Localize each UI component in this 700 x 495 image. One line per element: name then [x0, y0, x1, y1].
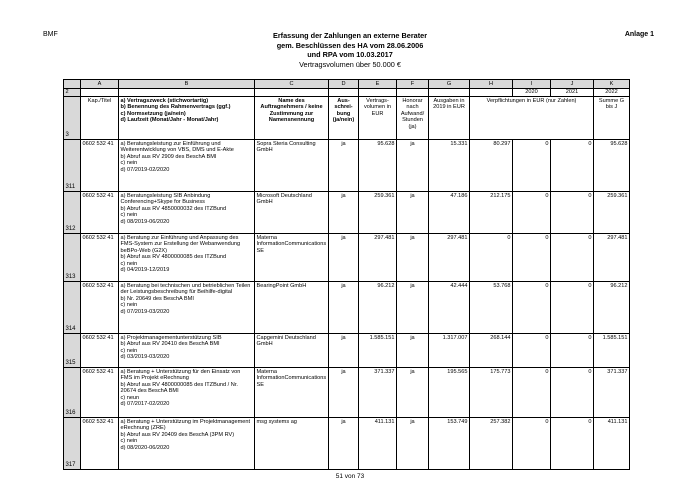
expenses-2019-cell: 47.186 [429, 192, 470, 234]
contractor-cell: Capgemini Deutschland GmbH [255, 334, 329, 368]
table-row [64, 368, 630, 418]
commitment-2022-cell: 0 [551, 334, 594, 368]
description-line: a) Beratung bei technischen und betrieblichen Teilen der Leistungsbeschreibung für Beihilfe-digital [120, 282, 251, 295]
tender-cell: ja [329, 368, 359, 418]
column-letter-row [64, 80, 630, 89]
header-fee: Honorar nach Aufwand/ Stunden (ja) [397, 97, 429, 140]
description-line: d) 07/2019-02/2020 [120, 166, 170, 173]
tender-cell: ja [329, 234, 359, 282]
column-letter: G [429, 80, 470, 89]
header-commitments: Verpflichtungen in EUR (nur Zahlen) [470, 97, 594, 140]
commitment-2021-cell: 0 [513, 368, 551, 418]
header-description [119, 97, 255, 140]
commitment-2022-cell: 0 [551, 140, 594, 192]
header-description-line: c) Normsetzung (ja/nein) [120, 110, 186, 117]
table-row [64, 334, 630, 368]
expenses-2019-cell: 42.444 [429, 282, 470, 334]
contractor-cell: BearingPoint GmbH [255, 282, 329, 334]
year-row [64, 88, 630, 97]
row-number: 313 [64, 234, 81, 282]
tender-cell: ja [329, 334, 359, 368]
tender-cell: ja [329, 418, 359, 470]
volume-cell: 411.131 [359, 418, 397, 470]
commitment-2021-cell: 0 [513, 234, 551, 282]
year-label: 2021 [551, 88, 594, 97]
fee-cell: ja [397, 418, 429, 470]
header-row [64, 97, 630, 140]
sum-cell: 95.628 [594, 140, 630, 192]
sum-cell: 297.481 [594, 234, 630, 282]
volume-cell: 259.361 [359, 192, 397, 234]
header-sum: Summe G bis J [594, 97, 630, 140]
kap-titel-cell: 0602 532 41 [81, 418, 119, 470]
empty-cell [359, 88, 397, 97]
commitment-2020-cell: 53.768 [470, 282, 513, 334]
contractor-cell: Microsoft Deutschland GmbH [255, 192, 329, 234]
header-description-line: d) Laufzeit (Monat/Jahr - Monat/Jahr) [120, 117, 219, 123]
empty-cell [429, 88, 470, 97]
row-number: 316 [64, 368, 81, 418]
description-line: c) nein [120, 347, 138, 354]
empty-cell [81, 88, 119, 97]
description-line: d) 07/2019-03/2020 [120, 308, 170, 315]
title-line: und RPA vom 10.03.2017 [307, 50, 393, 60]
description-cell [119, 140, 255, 192]
column-letter: E [359, 80, 397, 89]
contractor-cell: Materna InformationCommunications SE [255, 234, 329, 282]
description-line: d) 07/2017-02/2020 [120, 401, 170, 407]
expenses-2019-cell: 1.317.007 [429, 334, 470, 368]
description-line: b) Abruf aus RV 4800000085 des ITZBund [120, 254, 227, 260]
description-line: c) nein [120, 438, 138, 444]
description-cell [119, 234, 255, 282]
volume-cell: 297.481 [359, 234, 397, 282]
fee-cell: ja [397, 334, 429, 368]
commitment-2020-cell: 0 [470, 234, 513, 282]
tender-cell: ja [329, 140, 359, 192]
fee-cell: ja [397, 368, 429, 418]
commitment-2022-cell: 0 [551, 234, 594, 282]
page-number: 51 von 73 [335, 473, 365, 480]
row-number: 317 [64, 418, 81, 470]
column-letter: H [470, 80, 513, 89]
column-letter: A [81, 80, 119, 89]
payments-table [63, 79, 630, 470]
commitment-2022-cell: 0 [551, 368, 594, 418]
description-line: c) nein [120, 212, 138, 218]
row-number: 311 [64, 140, 81, 192]
column-letter: B [119, 80, 255, 89]
header-expenses-2019: Ausgaben in 2019 in EUR [429, 97, 470, 140]
description-cell [119, 334, 255, 368]
tender-cell: ja [329, 192, 359, 234]
empty-cell [119, 88, 255, 97]
table-row [64, 282, 630, 334]
commitment-2020-cell: 268.144 [470, 334, 513, 368]
column-letter: D [329, 80, 359, 89]
sum-cell: 1.585.151 [594, 334, 630, 368]
commitment-2021-cell: 0 [513, 282, 551, 334]
commitment-2020-cell: 257.382 [470, 418, 513, 470]
sum-cell: 411.131 [594, 418, 630, 470]
header-tender: Aus-schrei-bung (ja/nein) [329, 97, 359, 140]
column-letter: J [551, 80, 594, 89]
description-line: a) Beratungsleistung SIB Anbindung Conferencing+Skype for Business [120, 192, 211, 205]
row-number: 3 [64, 97, 81, 140]
sum-cell: 371.337 [594, 368, 630, 418]
description-cell [119, 282, 255, 334]
commitment-2021-cell: 0 [513, 140, 551, 192]
empty-cell [329, 88, 359, 97]
table-row [64, 234, 630, 282]
table-row [64, 418, 630, 470]
contractor-cell: Sopra Steria Consulting GmbH [255, 140, 329, 192]
header-volume: Vertrags-volumen in EUR [359, 97, 397, 140]
row-number: 314 [64, 282, 81, 334]
description-line: b) Abruf aus RV 2909 des BeschA BMI [120, 153, 217, 160]
kap-titel-cell: 0602 532 41 [81, 334, 119, 368]
contractor-cell: msg systems ag [255, 418, 329, 470]
expenses-2019-cell: 15.331 [429, 140, 470, 192]
commitment-2021-cell: 0 [513, 334, 551, 368]
commitment-2020-cell: 175.773 [470, 368, 513, 418]
commitment-2022-cell: 0 [551, 418, 594, 470]
tender-cell: ja [329, 282, 359, 334]
commitment-2020-cell: 212.175 [470, 192, 513, 234]
header-description-line: b) Benennung des Rahmenvertrags (ggf.) [120, 104, 231, 110]
description-cell [119, 192, 255, 234]
description-line: d) 04/2019-12/2019 [120, 267, 170, 273]
description-line: c) nein [120, 260, 138, 267]
column-letter: F [397, 80, 429, 89]
table-row [64, 140, 630, 192]
column-letter: K [594, 80, 630, 89]
description-cell [119, 418, 255, 470]
kap-titel-cell: 0602 532 41 [81, 192, 119, 234]
title-line: Erfassung der Zahlungen an externe Berater [272, 31, 428, 40]
description-line: a) Beratungsleistung zur Einführung und Weiterentwicklung von VBS, DMS und E-Akte [120, 140, 234, 153]
row-number: 2 [64, 88, 81, 97]
description-line: b) Abruf aus RV 4800000085 des ITZBund / Nr. 20674 des BeschA BMI [120, 381, 238, 394]
commitment-2020-cell: 80.297 [470, 140, 513, 192]
commitment-2021-cell: 0 [513, 192, 551, 234]
description-line: b) Abruf aus RV 20410 des BeschA BMI [120, 341, 220, 347]
description-cell [119, 368, 255, 418]
description-line: d) 03/2019-03/2020 [120, 354, 170, 360]
sum-cell: 259.361 [594, 192, 630, 234]
header-right-label: Anlage 1 [624, 31, 654, 38]
subtitle: Vertragsvolumen über 50.000 € [299, 59, 401, 69]
document-title [0, 31, 700, 69]
expenses-2019-cell: 297.481 [429, 234, 470, 282]
fee-cell: ja [397, 140, 429, 192]
volume-cell: 96.212 [359, 282, 397, 334]
kap-titel-cell: 0602 532 41 [81, 368, 119, 418]
volume-cell: 371.337 [359, 368, 397, 418]
commitment-2022-cell: 0 [551, 282, 594, 334]
empty-cell [470, 88, 513, 97]
description-line: c) nein [120, 160, 138, 166]
description-line: d) 08/2019-06/2020 [120, 218, 170, 225]
volume-cell: 1.585.151 [359, 334, 397, 368]
kap-titel-cell: 0602 532 41 [81, 282, 119, 334]
header-description-line: a) Vertragszweck (stichwortartig) [120, 97, 209, 104]
description-line: b) Abruf aus RV 20409 des BeschA (3PM RV) [120, 431, 235, 438]
description-line: d) 08/2020-06/2020 [120, 444, 170, 451]
commitment-2022-cell: 0 [551, 192, 594, 234]
fee-cell: ja [397, 234, 429, 282]
title-line: gem. Beschlüssen des HA vom 28.06.2006 [276, 40, 424, 50]
row-number: 312 [64, 192, 81, 234]
header-kap: Kap./Titel [81, 97, 119, 140]
kap-titel-cell: 0602 532 41 [81, 234, 119, 282]
volume-cell: 95.628 [359, 140, 397, 192]
empty-cell [255, 88, 329, 97]
column-letter: I [513, 80, 551, 89]
description-line: a) Beratung + Unterstützung für den Einsatz von FMS im Projekt eRechnung [120, 368, 241, 381]
row-number: 315 [64, 334, 81, 368]
table-row [64, 192, 630, 234]
sum-cell: 96.212 [594, 282, 630, 334]
year-label: 2020 [513, 88, 551, 97]
commitment-2021-cell: 0 [513, 418, 551, 470]
description-line: c) neun [120, 394, 140, 401]
expenses-2019-cell: 195.565 [429, 368, 470, 418]
description-line: a) Beratung + Unterstützung im Projektmanagement eRechnung (ZRE) [120, 418, 251, 431]
kap-titel-cell: 0602 532 41 [81, 140, 119, 192]
description-line: a) Projektmanagementunterstützung SIB [120, 334, 222, 341]
fee-cell: ja [397, 192, 429, 234]
description-line: a) Beratung zur Einführung und Anpassung des FMS-System zur Erstellung der Webanwendung beBPo-Web (G2X) [120, 234, 241, 254]
year-label: 2022 [594, 88, 630, 97]
description-line: b) Nr. 20649 des BeschA BMI [120, 295, 194, 302]
header-contractor: Name des Auftragnehmers / keine Zustimmung zur Namensnennung [255, 97, 329, 140]
header-left-label: BMF [43, 31, 58, 38]
expenses-2019-cell: 153.749 [429, 418, 470, 470]
description-line: c) nein [120, 302, 138, 308]
empty-cell [397, 88, 429, 97]
description-line: b) Abruf aus RV 4850000032 des ITZBund [120, 205, 227, 212]
column-letter: C [255, 80, 329, 89]
fee-cell: ja [397, 282, 429, 334]
corner-cell [64, 80, 81, 89]
contractor-cell: Materna InformationCommunications SE [255, 368, 329, 418]
